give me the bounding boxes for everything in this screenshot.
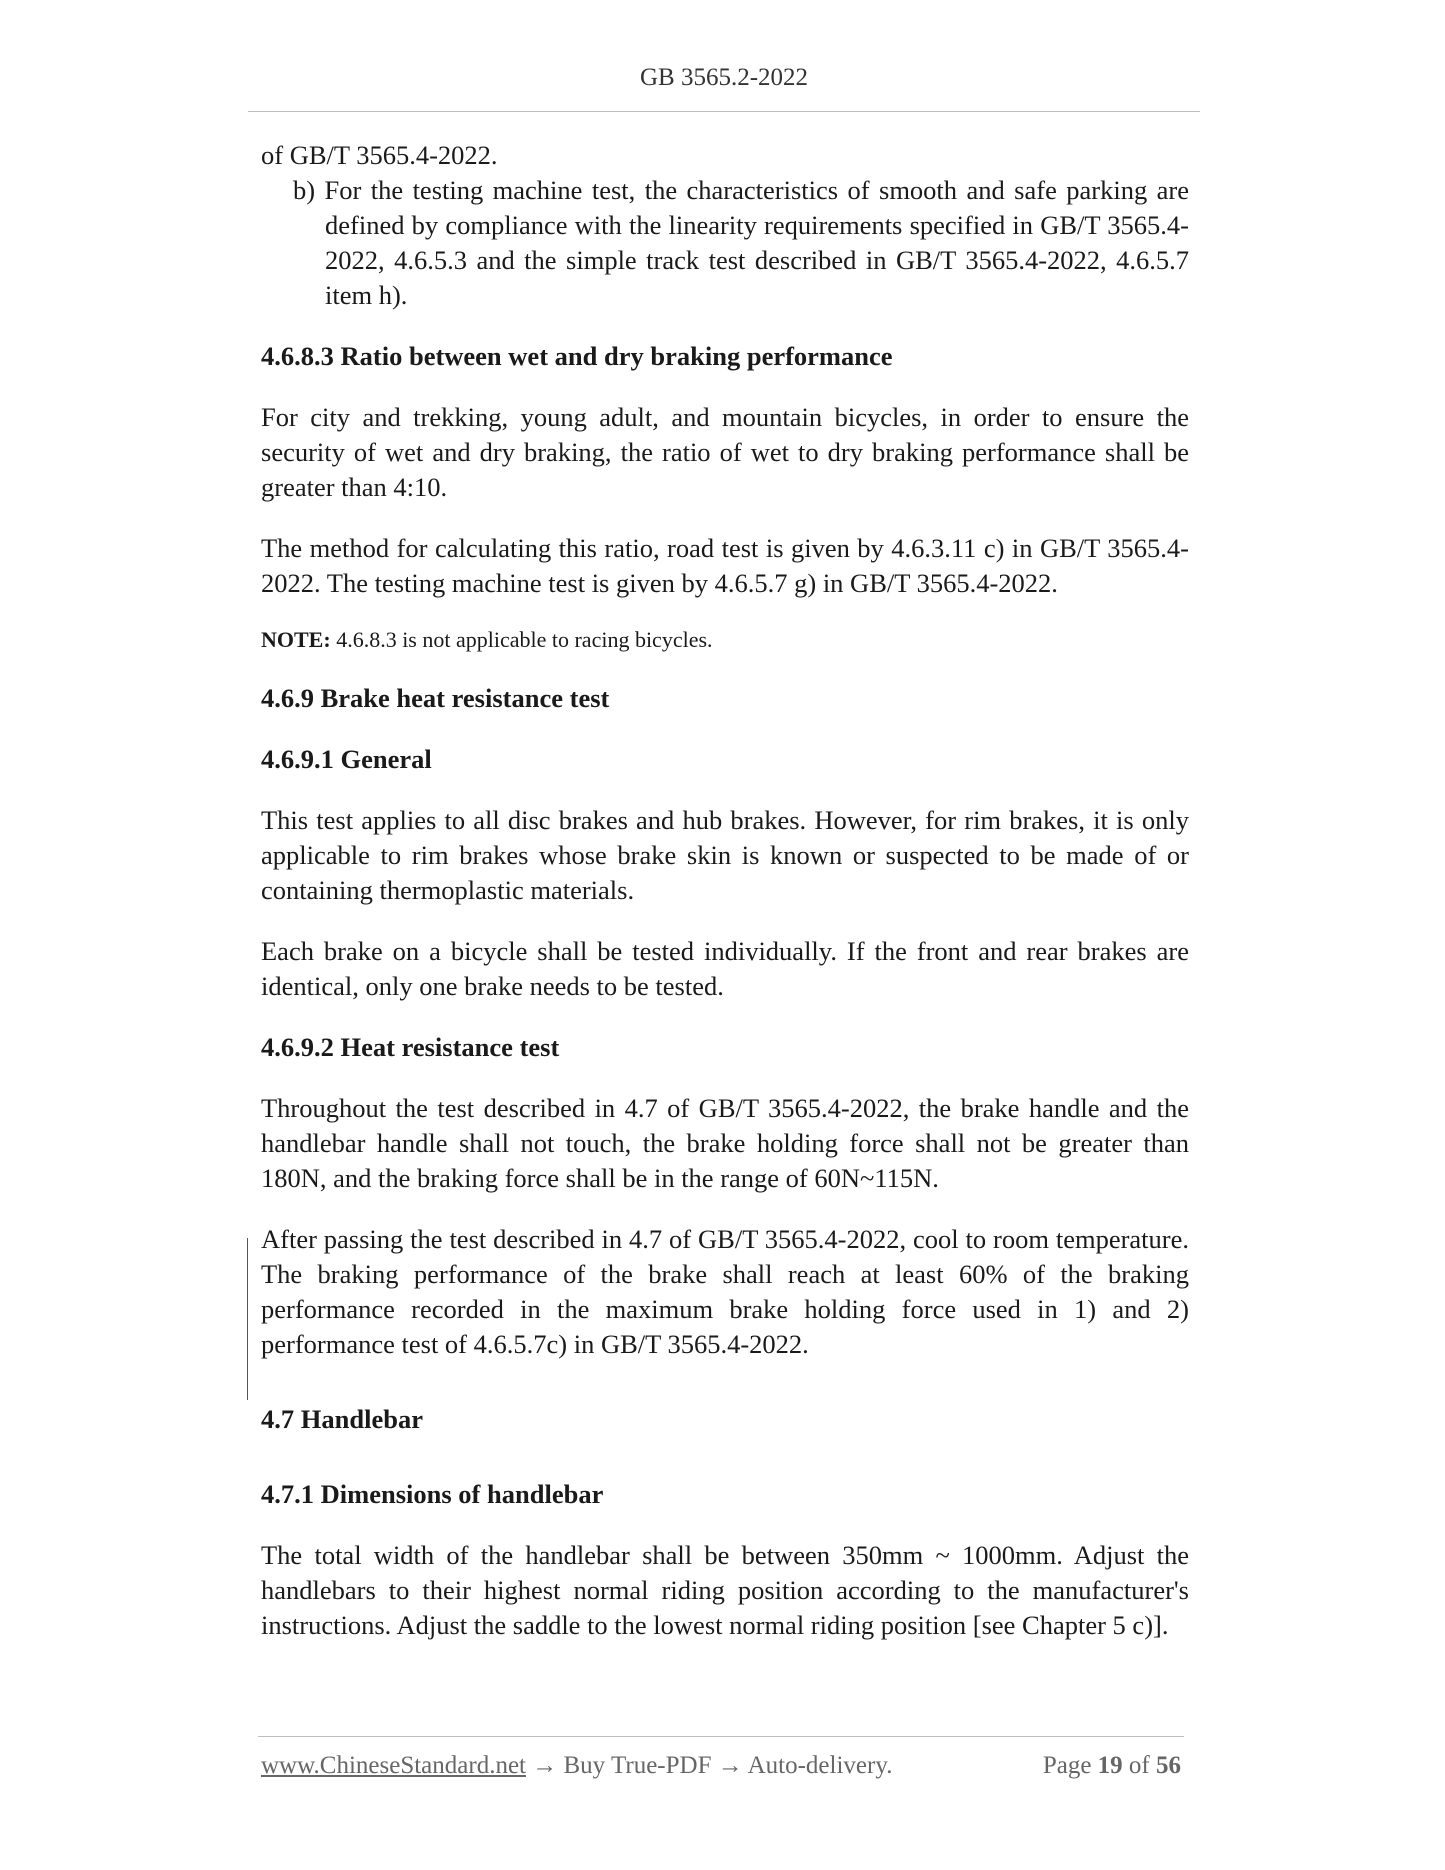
- page-label: Page: [1042, 1752, 1098, 1779]
- page-number: 19: [1097, 1752, 1123, 1779]
- paragraph-general-1: This test applies to all disc brakes and hub brakes. However, for rim brakes, it is only applicable to rim brakes whose brake skin is known or suspected to be made of or containing thermoplastic materials.: [261, 805, 1189, 905]
- paragraph-handlebar: The total width of the handlebar shall be between 350mm ~ 1000mm. Adjust the handlebars to their highest normal riding position according to the manufacturer's instructions. Adjust the saddle to the lowest normal riding position [see Chapter 5 c)].: [261, 1540, 1189, 1640]
- footer-divider: [258, 1736, 1184, 1737]
- paragraph-general-2: Each brake on a bicycle shall be tested individually. If the front and rear brakes are identical, only one brake needs to be tested.: [261, 936, 1189, 1001]
- footer-promo-text: → Buy True-PDF → Auto-delivery.: [526, 1752, 893, 1779]
- revision-change-bar: [247, 1238, 248, 1400]
- paragraph-heat-2: After passing the test described in 4.7 of GB/T 3565.4-2022, cool to room temperature. The braking performance of the brake shall reach at least 60% of the braking performance recorded in the maximum brake holding force used in 1) and 2) performance test of 4.6.5.7c) in GB/T 3565.4-2022.: [261, 1224, 1189, 1359]
- list-marker: b): [293, 175, 316, 205]
- website-link[interactable]: www.ChineseStandard.net: [261, 1752, 526, 1779]
- note: [261, 625, 1189, 655]
- list-item-text: For the testing machine test, the characteristics of smooth and safe parking are defined by compliance with the linearity requirements specified in GB/T 3565.4-2022, 4.6.5.3 and the simple track test described in GB/T 3565.4-2022, 4.6.5.7 item h).: [324, 175, 1189, 310]
- list-item-b: [261, 173, 1189, 313]
- heading-4-6-9-2: 4.6.9.2 Heat resistance test: [261, 1032, 560, 1062]
- paragraph-ratio-2: The method for calculating this ratio, road test is given by 4.6.3.11 c) in GB/T 3565.4-2022. The testing machine test is given by 4.6.5.7 g) in GB/T 3565.4-2022.: [261, 533, 1189, 598]
- document-body: [261, 138, 1189, 1643]
- page-footer: [261, 1752, 1181, 1780]
- heading-4-6-9-1: 4.6.9.1 General: [261, 744, 432, 774]
- page-indicator: [1043, 1752, 1181, 1780]
- heading-4-7: 4.7 Handlebar: [261, 1404, 423, 1434]
- note-label: NOTE:: [261, 627, 331, 652]
- heading-4-6-9: 4.6.9 Brake heat resistance test: [261, 683, 610, 713]
- note-text: 4.6.8.3 is not applicable to racing bicycles.: [330, 627, 713, 652]
- heading-4-7-1: 4.7.1 Dimensions of handlebar: [261, 1479, 604, 1509]
- heading-4-6-8-3: 4.6.8.3 Ratio between wet and dry braking performance: [261, 341, 893, 371]
- paragraph-heat-1: Throughout the test described in 4.7 of GB/T 3565.4-2022, the brake handle and the handlebar handle shall not touch, the brake holding force shall not be greater than 180N, and the braking force shall be in the range of 60N~115N.: [261, 1093, 1189, 1193]
- header-divider: [248, 111, 1200, 112]
- of-label: of: [1122, 1752, 1156, 1779]
- footer-promo: [261, 1752, 892, 1780]
- paragraph-continuation: of GB/T 3565.4-2022.: [261, 140, 498, 170]
- page-total: 56: [1156, 1752, 1181, 1779]
- page-header: GB 3565.2-2022: [639, 64, 809, 91]
- paragraph-ratio-1: For city and trekking, young adult, and mountain bicycles, in order to ensure the security of wet and dry braking, the ratio of wet to dry braking performance shall be greater than 4:10.: [261, 402, 1189, 502]
